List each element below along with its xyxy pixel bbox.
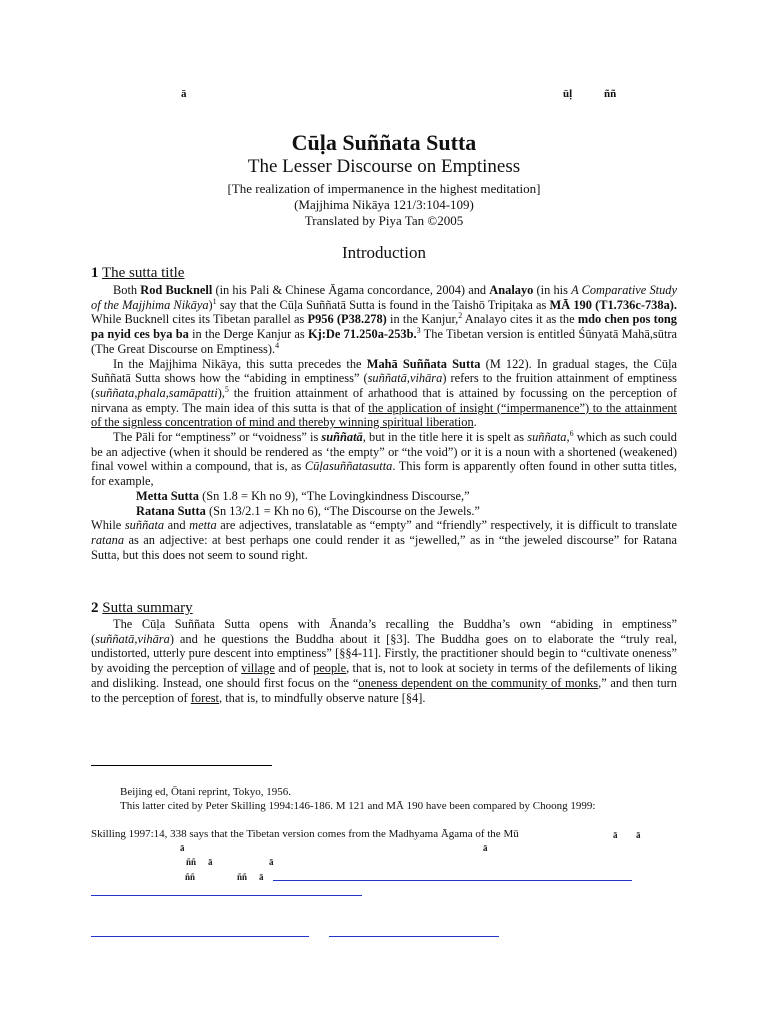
- glyph-fragment: ā: [613, 830, 618, 840]
- header-glyph-left: ā: [181, 88, 187, 100]
- section-number: 2: [91, 600, 99, 616]
- header-glyph-right-1: ūḷ: [563, 88, 573, 100]
- glyph-fragment: ā: [259, 872, 264, 882]
- footnote-separator: [91, 765, 272, 766]
- glyph-fragment: ññ: [185, 872, 196, 882]
- footnote-ref[interactable]: 2: [458, 311, 463, 321]
- glyph-fragment: ññ: [237, 872, 248, 882]
- footnote-link[interactable]: [91, 895, 362, 896]
- paragraph: Both Rod Bucknell (in his Pali & Chinese Āgama concordance, 2004) and Analayo (in his A Comparative Study of the Majjhima Nikāya)$^1$ say that the Cūḷa Suññatā Sutta is found in the Taishō Tripiṭaka as MĀ 190 (T1.736c-738a). While Bucknell cites its Tibetan parallel as P956 (P38.278) in the Kanjur,$^2$ Analayo cites it as the mdo chen pos tong pa nyid ces bya ba in the Derge Kanjur as Kj:De 71.250a-253b.$^3$ The Tibetan version is entitled Śūnyatā Mahā,sūtra (The Great Discourse on Emptiness).$^4$: [91, 283, 678, 356]
- footnote-link[interactable]: [91, 936, 309, 937]
- footnote-link[interactable]: [273, 880, 632, 881]
- section-2-body: [91, 617, 677, 705]
- example-item: Metta Sutta (Sn 1.8 = Kh no 9), “The Lovingkindness Discourse,”: [136, 488, 470, 503]
- footnote-ref[interactable]: 5: [224, 384, 229, 394]
- glyph-fragment: ā: [483, 843, 488, 853]
- glyph-fragment: ā: [636, 830, 641, 840]
- document-tagline: [The realization of impermanence in the highest meditation]: [227, 181, 541, 196]
- section-1-body: [91, 283, 677, 562]
- example-item: Ratana Sutta (Sn 13/2.1 = Kh no 6), “The Discourse on the Jewels.”: [136, 503, 480, 518]
- paragraph: The Cūḷa Suññata Sutta opens with Ānanda’s recalling the Buddha’s own “abiding in emptiness” (suññatā,vihāra) and he questions the Buddha about it [§3]. The Buddha goes on to elaborate the “truly real, undistorted, utterly pure descent into emptiness” [§§4-11]. Firstly, the practitioner should begin to “cultivate oneness” by avoiding the perception of village and of people, that is, not to look at society in terms of the defilements of liking and disliking. Instead, one should first focus on the “oneness dependent on the community of monks,” and then turn to the perception of forest, that is, to mindfully observe nature [§4].: [91, 617, 677, 705]
- section-label: Sutta summary: [102, 600, 193, 616]
- glyph-fragment: ā: [208, 857, 213, 867]
- header-glyph-right-2: ññ: [604, 88, 617, 100]
- document-subtitle: The Lesser Discourse on Emptiness: [247, 156, 521, 177]
- section-label: The sutta title: [101, 265, 185, 281]
- footnote-ref[interactable]: 1: [212, 296, 217, 306]
- section-number: 1: [91, 265, 99, 281]
- glyph-fragment: ā: [269, 857, 274, 867]
- footnote-3: Skilling 1997:14, 338 says that the Tibetan version comes from the Madhyama Āgama of the Mū: [91, 828, 519, 840]
- paragraph: While suññata and metta are adjectives, translatable as “empty” and “friendly” respectively, it is difficult to translate ratana as an adjective: at best perhaps one could render it as “jewelled,” as in “the jeweled discourse” for Ratana Sutta, but this does not seem to sound right.: [91, 518, 678, 562]
- footnote-ref[interactable]: 4: [275, 340, 280, 350]
- footnote-2: This latter cited by Peter Skilling 1994:146-186. M 121 and MĀ 190 have been compared by Choong 1999:: [120, 800, 596, 812]
- document-translator: Translated by Piya Tan ©2005: [304, 213, 464, 228]
- paragraph: In the Majjhima Nikāya, this sutta precedes the Mahā Suññata Sutta (M 122). In gradual stages, the Cūḷa Suññatā Sutta shows how the “abiding in emptiness” (suññatā,vihāra) refers to the fruition attainment of emptiness (suññata,phala,samāpatti),$^5$ the fruition attainment of arhathood that is attained by focussing on the perception of nirvana as empty. The main idea of this sutta is that of the application of insight (“impermanence”) to the attainment of the signless concentration of mind and thereby winning spiritual liberation.: [91, 356, 678, 430]
- footnote-1: Beijing ed, Ōtani reprint, Tokyo, 1956.: [120, 786, 292, 798]
- section-heading-2: [91, 600, 193, 617]
- footnote-ref[interactable]: 6: [569, 428, 574, 438]
- document-reference: (Majjhima Nikāya 121/3:104-109): [294, 197, 474, 212]
- glyph-fragment: ā: [180, 843, 185, 853]
- document-title: Cūḷa Suññata Sutta: [291, 130, 477, 155]
- footnote-link[interactable]: [329, 936, 499, 937]
- glyph-fragment: ññ: [186, 857, 197, 867]
- section-heading-1: [91, 265, 184, 282]
- introduction-heading: Introduction: [341, 243, 427, 262]
- footnote-ref[interactable]: 3: [416, 325, 421, 335]
- paragraph: The Pāli for “emptiness” or “voidness” is suññatā, but in the title here it is spelt as suññata,$^6$ which as such could be an adjective (when it should be rendered as ‘the empty” or “the void”) or it is a noun with a shortened (weakened) final vowel within a compound, that is, as Cūḷasuññatasutta. This form is apparently often found in other sutta titles, for example,: [91, 428, 677, 489]
